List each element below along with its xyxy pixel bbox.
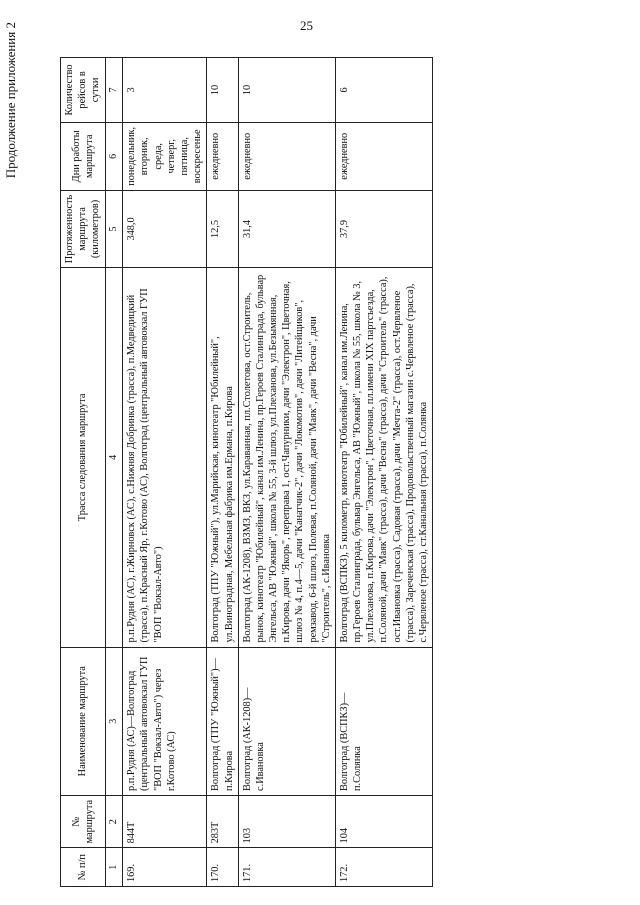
col-number: 1 <box>105 848 123 887</box>
route-number: 103 <box>238 795 335 847</box>
route-length: 37,9 <box>335 190 432 267</box>
continuation-caption: Продолжение приложения 2 <box>3 22 18 179</box>
route-days: ежедневно <box>335 122 432 190</box>
route-path: Волгоград (АК-1208), ВЗМЗ, ВКЗ, ул.Караванная, пл.Столетова, ост.Строитель, рынок, кинотеатр "Юбилейный", канал им.Ленина, пр.Героев Сталинграда, бульвар Энгельса, АВ "Южный", школа № 55, 3-й шлюз, ул.Плеханова, ул.Безымянная, п.Кирова, дачи "Якорь", переправа 1, ост.Чапурники, дачи "Электрон", Цветочная, шлюз № 4, п.4—5, дачи "Канатчик-2", дачи "Локомотив", дачи "Литейщиков", ремзавод, 6-й шлюз, Полевая, п.Соляной, дачи "Маяк", дачи "Весна", дачи "Строитель", с.Ивановка <box>238 268 335 647</box>
table-row <box>335 58 432 887</box>
col-number: 2 <box>105 795 123 847</box>
route-name: Волгоград (ВСПКЗ)—п.Солянка <box>335 647 432 795</box>
column-number-row <box>105 58 123 887</box>
route-name: р.п.Рудня (АС)—Волгоград (центральный автовокзал ГУП "ВОП "Вокзал-Авто") через г.Котово (АС) <box>123 647 207 795</box>
header-days: Дни работы маршрута <box>61 122 106 190</box>
col-number: 4 <box>105 268 123 647</box>
route-number: 104 <box>335 795 432 847</box>
header-route-name: Наименование маршрута <box>61 647 106 795</box>
header-trips: Количество рейсов в сутки <box>61 58 106 123</box>
route-number: 283Т <box>207 795 238 847</box>
route-length: 12,5 <box>207 190 238 267</box>
routes-table <box>60 57 433 887</box>
page-number: 25 <box>300 18 313 33</box>
col-number: 7 <box>105 58 123 123</box>
route-path: Волгоград (ВСПКЗ), 5 километр, кинотеатр "Юбилейный", канал им.Ленина, пр.Героев Сталинграда, бульвар Энгельса, АВ "Южный", школа № 55, школа № 3, ул.Плеханова, п.Кирова, дачи "Электрон", Цветочная, пл.имени XIX партсъезда, п.Соляной, дачи "Маяк" (трасса), дачи "Весна" (трасса), дачи "Строитель" (трасса), ост.Ивановка (трасса), Садовая (трасса), дачи "Мечта-2" (трасса), ост.Червленое (трасса), Зареченская (трасса), Продовольственный магазин с.Червленое (трасса), с.Червленое (трасса), ст.Канальная (трасса), п.Солянка <box>335 268 432 647</box>
row-index: 170. <box>207 848 238 887</box>
row-index: 169. <box>123 848 207 887</box>
table-row <box>123 58 207 887</box>
header-route-path: Трасса следования маршрута <box>61 268 106 647</box>
header-index: № п/п <box>61 848 106 887</box>
route-days: ежедневно <box>207 122 238 190</box>
route-trips: 10 <box>238 58 335 123</box>
table-row <box>238 58 335 887</box>
route-trips: 10 <box>207 58 238 123</box>
header-row <box>61 58 106 887</box>
route-trips: 6 <box>335 58 432 123</box>
col-number: 3 <box>105 647 123 795</box>
row-index: 171. <box>238 848 335 887</box>
route-number: 844Т <box>123 795 207 847</box>
col-number: 5 <box>105 190 123 267</box>
header-route-number: № маршрута <box>61 795 106 847</box>
table-row <box>207 58 238 887</box>
route-path: Волгоград (ТПУ "Южный"), ул.Марийская, кинотеатр "Юбилейный", ул.Виноградная, Мебельная фабрика им.Ермана, п.Кирова <box>207 268 238 647</box>
route-name: Волгоград (АК-1208)—с.Ивановка <box>238 647 335 795</box>
header-length: Протяженность маршрута (километров) <box>61 190 106 267</box>
route-days: понедельник, вторник, среда, четверг, пятница, воскресенье <box>123 122 207 190</box>
route-days: ежедневно <box>238 122 335 190</box>
route-trips: 3 <box>123 58 207 123</box>
route-name: Волгоград (ТПУ "Южный")—п.Кирова <box>207 647 238 795</box>
row-index: 172. <box>335 848 432 887</box>
col-number: 6 <box>105 122 123 190</box>
route-length: 348,0 <box>123 190 207 267</box>
route-path: р.п.Рудня (АС), г.Жирновск (АС), с.Нижняя Добринка (трасса), п.Медведицкий (трасса), п.Красный Яр, г.Котово (АС), Волгоград (центральный автовокзал ГУП "ВОП "Вокзал-Авто") <box>123 268 207 647</box>
route-length: 31,4 <box>238 190 335 267</box>
